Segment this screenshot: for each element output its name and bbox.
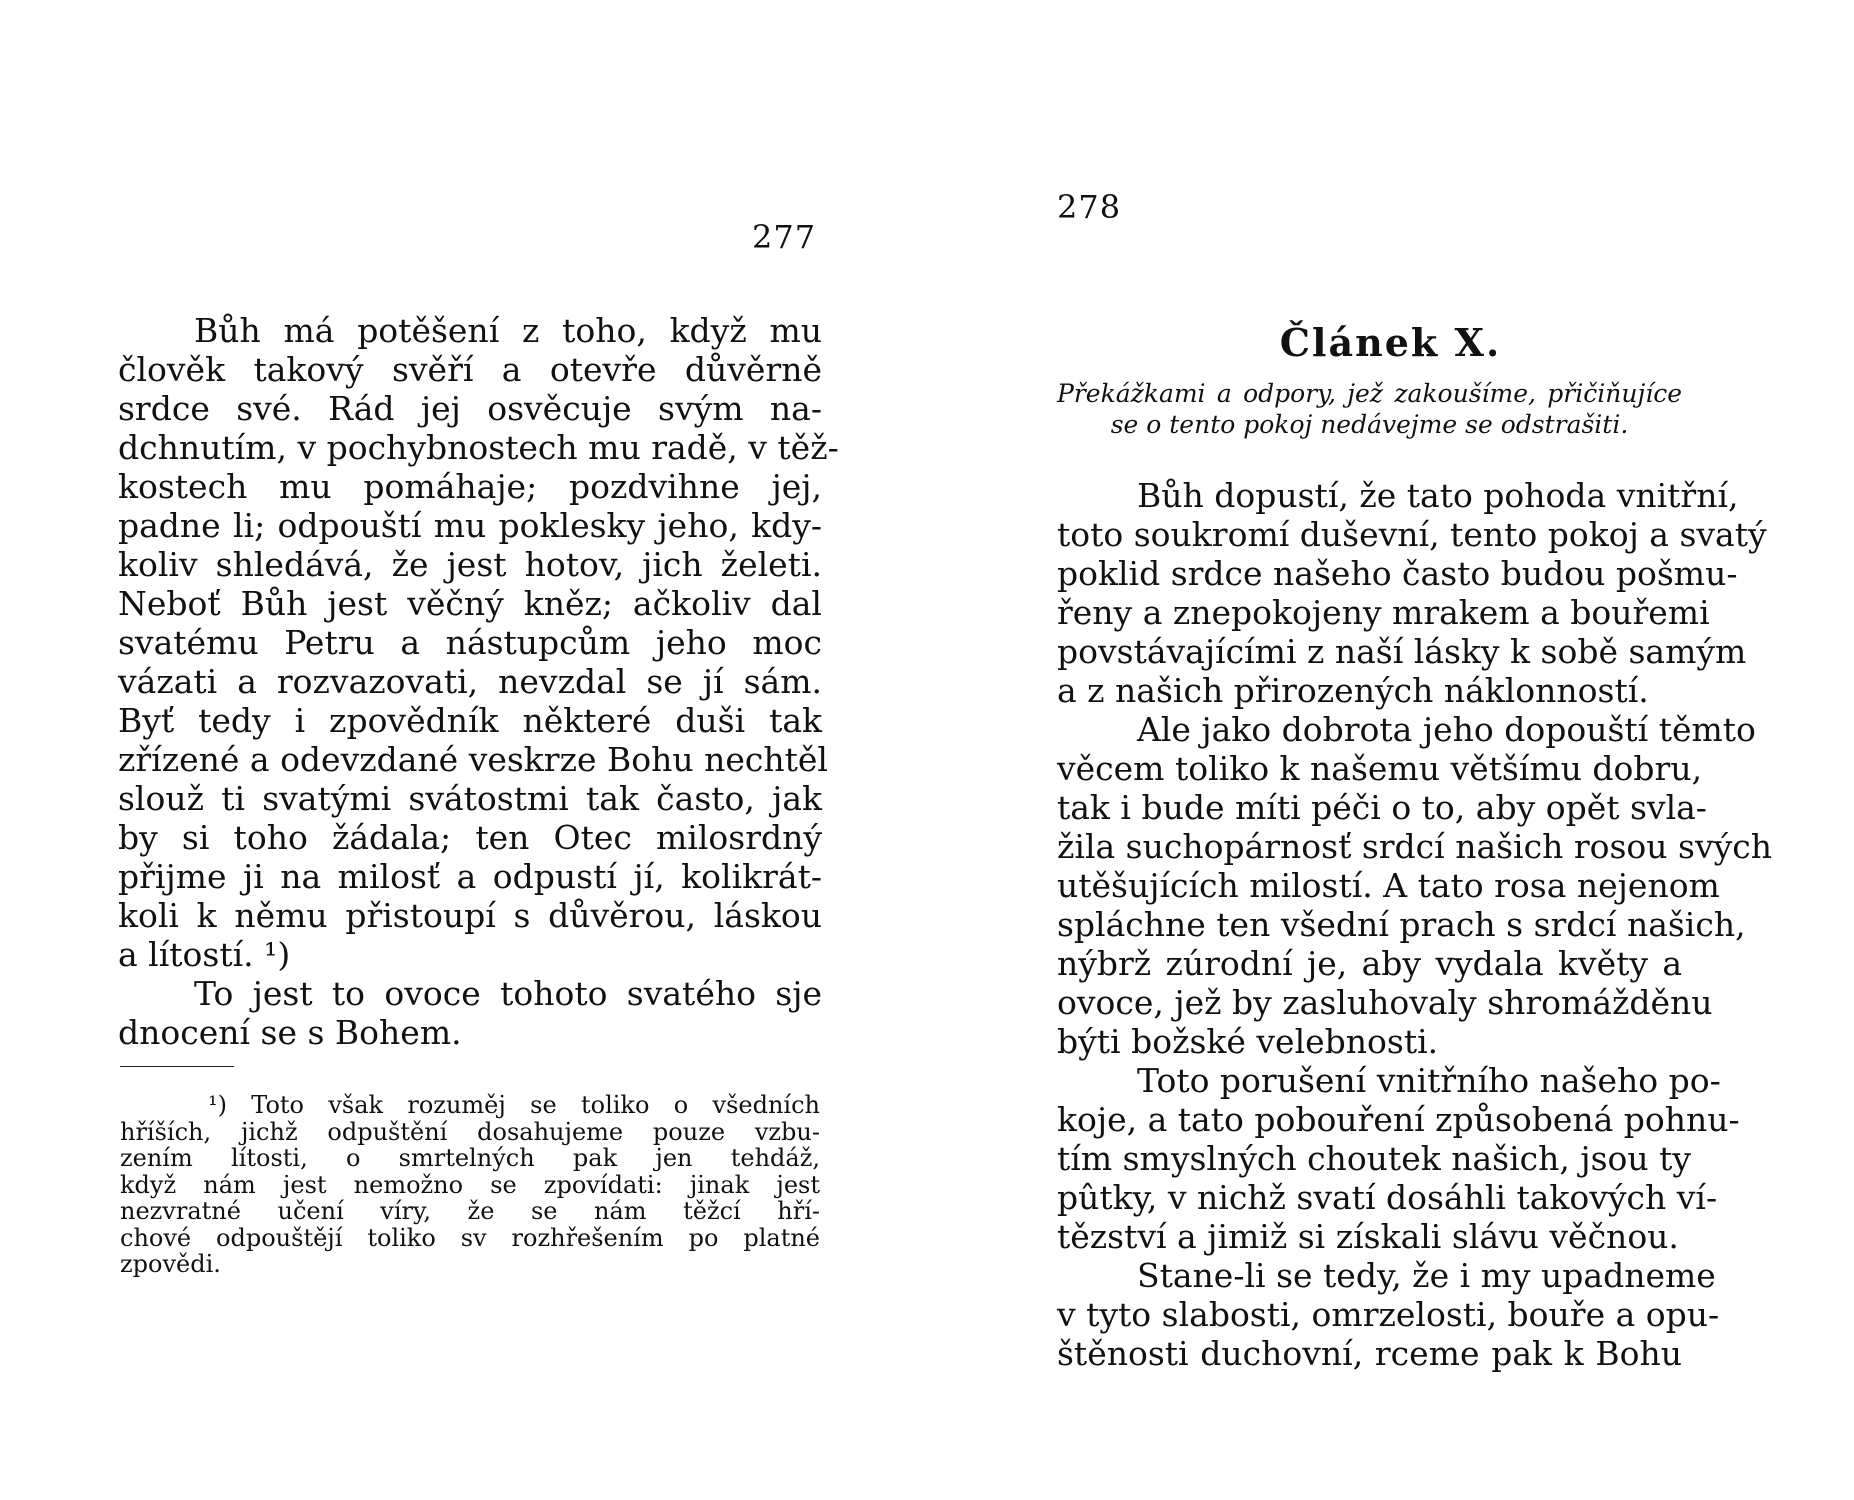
text-line: Bůh má potěšení z toho, když mu	[194, 311, 822, 350]
chapter-heading: Článek X.	[1279, 320, 1502, 365]
text-line: pûtky, v nichž svatí dosáhli takových ví-	[1057, 1178, 1718, 1217]
subheading-line: se o tento pokoj nedávejme se odstrašiti.	[1110, 410, 1629, 439]
text-line: koli k němu přistoupí s důvěrou, láskou	[118, 896, 822, 935]
text-line: člověk takový svěří a otevře důvěrně	[118, 350, 822, 389]
text-line: a z našich přirozených náklonností.	[1057, 671, 1649, 710]
text-line: by si toho žádala; ten Otec milosrdný	[118, 818, 822, 857]
text-line: povstávajícími z naší lásky k sobě samým	[1057, 632, 1747, 671]
text-line: To jest to ovoce tohoto svatého sje	[194, 974, 822, 1013]
text-line: a lítostí. ¹)	[118, 935, 291, 974]
text-line: věcem toliko k našemu většímu dobru,	[1057, 749, 1703, 788]
text-line: dnocení se s Bohem.	[118, 1013, 462, 1052]
footnote-line: zením lítosti, o smrtelných pak jen tehdáž,	[120, 1144, 820, 1172]
text-line: srdce své. Rád jej osvěcuje svým na-	[118, 389, 822, 428]
text-line: vázati a rozvazovati, nevzdal se jí sám.	[118, 662, 822, 701]
subheading-line: Překážkami a odpory, jež zakoušíme, přičiňujíce	[1057, 379, 1682, 408]
footnote-rule	[120, 1066, 234, 1067]
text-line: řeny a znepokojeny mrakem a bouřemi	[1057, 593, 1710, 632]
text-line: tak i bude míti péči o to, aby opět svla-	[1057, 788, 1707, 827]
text-line: býti božské velebnosti.	[1057, 1022, 1439, 1061]
text-line: Neboť Bůh jest věčný kněz; ačkoliv dal	[118, 584, 822, 623]
text-line: Stane-li se tedy, že i my upadneme	[1137, 1256, 1716, 1295]
text-line: tězství a jimiž si získali slávu věčnou.	[1057, 1217, 1679, 1256]
text-line: utěšujících milostí. A tato rosa nejenom	[1057, 866, 1720, 905]
text-line: Bůh dopustí, že tato pohoda vnitřní,	[1137, 476, 1739, 515]
text-line: ovoce, jež by zasluhovaly shromážděnu	[1057, 983, 1713, 1022]
page-number-right: 278	[1057, 188, 1122, 226]
text-line: spláchne ten všední prach s srdcí našich,	[1057, 905, 1746, 944]
right-page	[927, 0, 1854, 1500]
text-line: nýbrž zúrodní je, aby vydala květy a	[1057, 944, 1682, 983]
text-line: Byť tedy i zpovědník některé duši tak	[118, 701, 822, 740]
footnote-line: ¹) Toto však rozuměj se toliko o všedních	[208, 1091, 820, 1119]
text-line: zřízené a odevzdané veskrze Bohu nechtěl	[118, 740, 828, 779]
text-line: poklid srdce našeho často budou pošmu-	[1057, 554, 1738, 593]
footnote-line: když nám jest nemožno se zpovídati: jinak jest	[120, 1170, 820, 1199]
text-line: kostech mu pomáhaje; pozdvihne jej,	[118, 467, 822, 506]
text-line: štěnosti duchovní, rceme pak k Bohu	[1057, 1334, 1682, 1373]
text-line: svatému Petru a nástupcům jeho moc	[118, 623, 822, 662]
text-line: padne li; odpouští mu poklesky jeho, kdy-	[118, 506, 822, 545]
text-line: Toto porušení vnitřního našeho po-	[1137, 1061, 1721, 1100]
footnote-line: zpovědi.	[120, 1250, 221, 1278]
text-line: koje, a tato pobouření způsobená pohnu-	[1057, 1100, 1740, 1139]
page-number-left: 277	[752, 218, 817, 256]
text-line: toto soukromí duševní, tento pokoj a svatý	[1057, 515, 1767, 554]
footnote-line: hříších, jichž odpuštění dosahujeme pouze vzbu-	[120, 1117, 820, 1146]
text-line: koliv shledává, že jest hotov, jich želeti.	[118, 545, 822, 584]
text-line: v tyto slabosti, omrzelosti, bouře a opu-	[1057, 1295, 1720, 1334]
text-line: tím smyslných choutek našich, jsou ty	[1057, 1139, 1692, 1178]
text-line: Ale jako dobrota jeho dopouští těmto	[1137, 710, 1756, 749]
text-line: žila suchopárnosť srdcí našich rosou svých	[1057, 827, 1772, 866]
text-line: přijme ji na milosť a odpustí jí, kolikrát-	[118, 857, 822, 896]
footnote-line: nezvratné učení víry, že se nám těžcí hří-	[120, 1197, 820, 1225]
text-line: dchnutím, v pochybnostech mu radě, v těž-	[118, 428, 839, 467]
footnote-line: chové odpouštějí toliko sv rozhřešením po platné	[120, 1223, 820, 1252]
text-line: slouž ti svatými svátostmi tak často, jak	[118, 779, 822, 818]
